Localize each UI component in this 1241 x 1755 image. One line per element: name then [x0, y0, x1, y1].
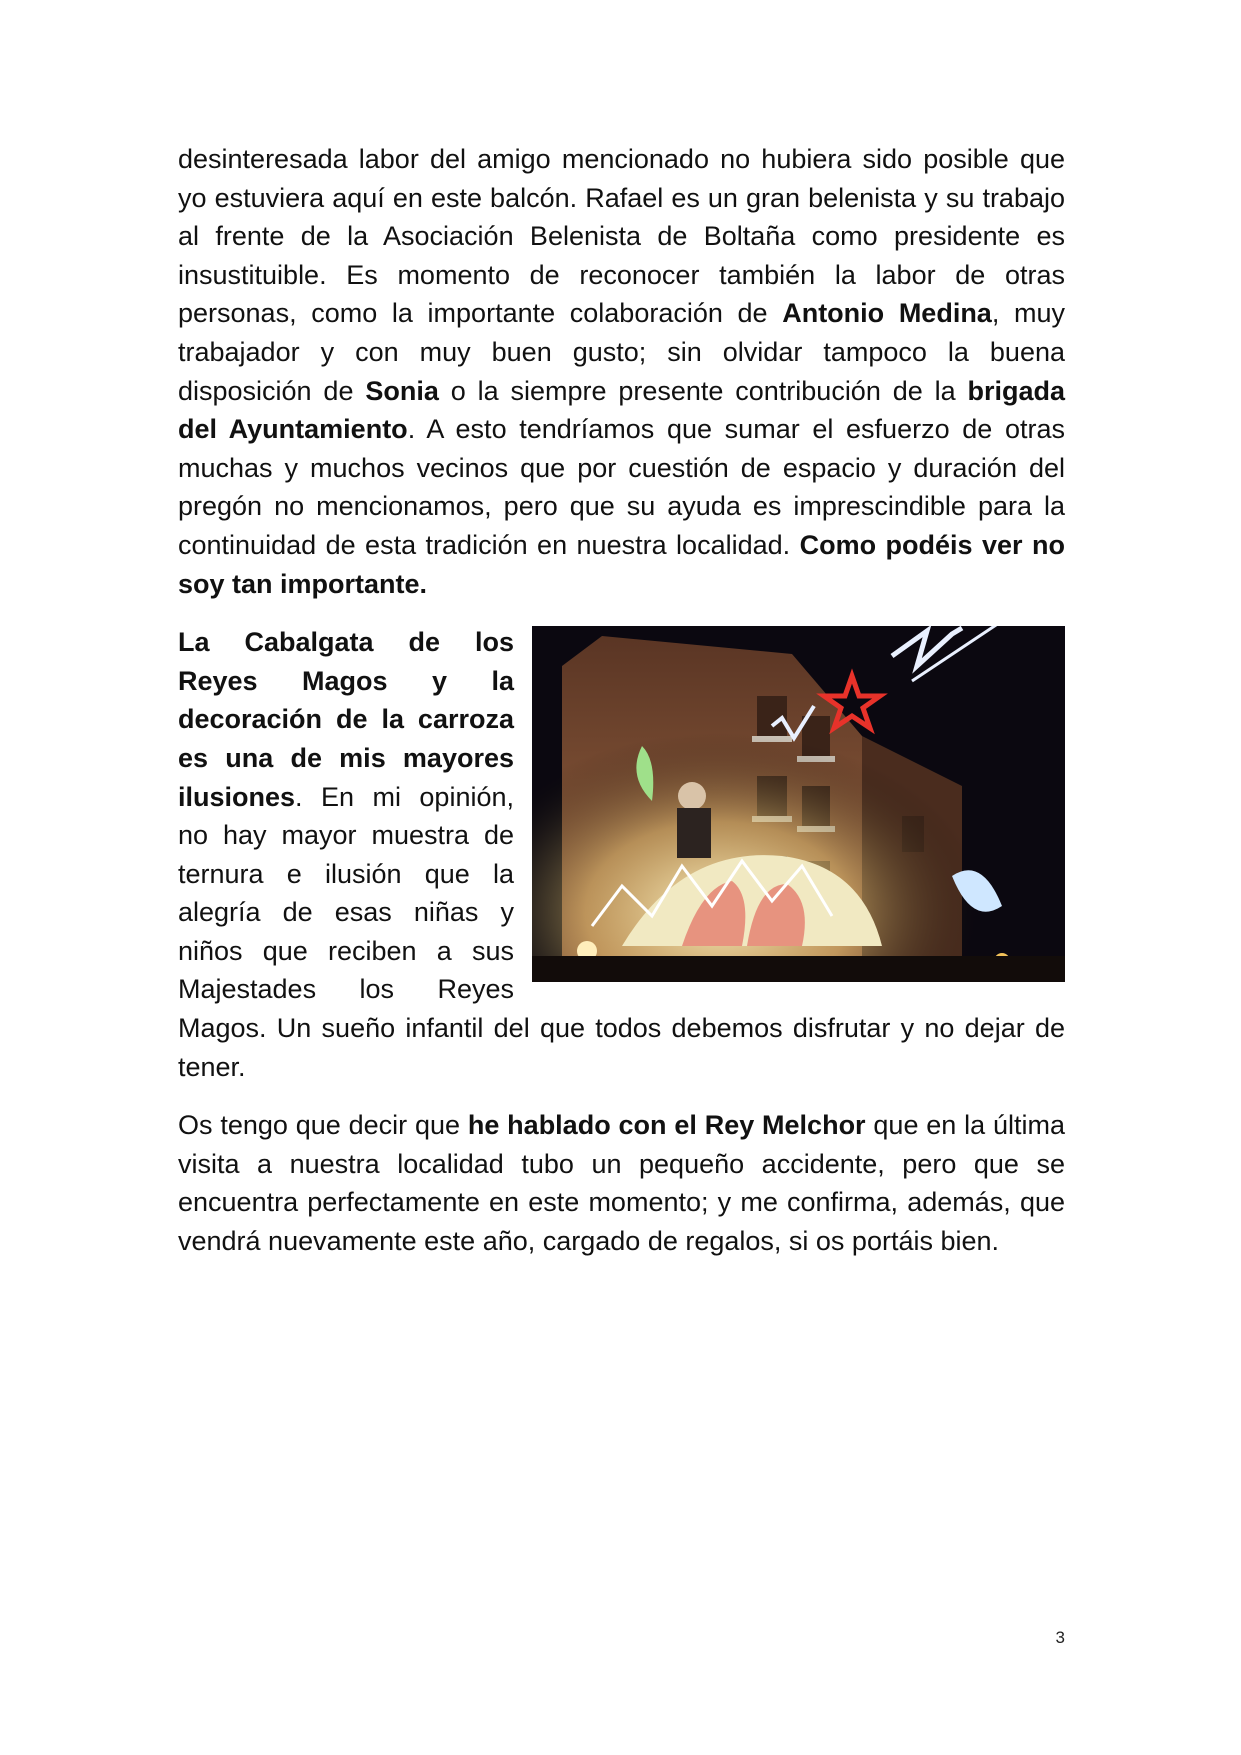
- page-number: 3: [1055, 1628, 1065, 1647]
- bold-brigada: brigada del Ayuntamiento: [178, 375, 1065, 445]
- paragraph-text: o la siempre presente contribución de la: [438, 375, 968, 406]
- paragraph-text: . A esto tendríamos que sumar el esfuerzo de otras muchas y muchos vecinos que por cuestión de espacio y duración del pregón no mencionamos, pero que su ayuda es imprescindible para la continuidad de esta tradición en nuestra localidad.: [178, 414, 1065, 560]
- bold-name-antonio-medina: Antonio Medina: [782, 298, 992, 329]
- paragraph-cabalgata: [178, 623, 1065, 1086]
- paragraph-rey-melchor: [178, 1106, 1065, 1260]
- paragraph-text: , muy trabajador y con muy buen gusto; sin olvidar tampoco la buena disposición de: [178, 298, 1065, 406]
- paragraph-acknowledgements: [178, 140, 1065, 603]
- paragraph-text: que en la última visita a nuestra localidad tubo un pequeño accidente, pero que se encuentra perfectamente en este momento; y me confirma, además, que vendrá nuevamente este año, cargado de regalos, si os portáis bien.: [178, 1110, 1066, 1257]
- night-parade-float-photo: [532, 626, 1065, 982]
- bold-cabalgata-sentence: La Cabalgata de los Reyes Magos y la decoración de la carroza es una de mis mayores ilusiones: [178, 627, 514, 812]
- bold-name-sonia: Sonia: [365, 375, 439, 406]
- bold-closing-sentence: Como podéis ver no soy tan importante.: [178, 529, 1065, 599]
- bold-rey-melchor: he hablado con el Rey Melchor: [467, 1110, 866, 1141]
- paragraph-text: desinteresada labor del amigo mencionado no hubiera sido posible que yo estuviera aquí en este balcón. Rafael es un gran belenista y su trabajo al frente de la Asociación Belenista de Boltaña como presidente es insustituible. Es momento de reconocer también la labor de otras personas, como la importante colaboración de: [178, 144, 1065, 329]
- paragraph-text: Os tengo que decir que: [178, 1110, 468, 1141]
- paragraph-text: . En mi opinión, no hay mayor muestra de ternura e ilusión que la alegría de esas niñas y niños que reciben a sus Majestades los Reyes Magos. Un sueño infantil del que todos debemos disfrutar y no dejar de tener.: [178, 781, 1065, 1082]
- document-body: [178, 140, 1065, 1261]
